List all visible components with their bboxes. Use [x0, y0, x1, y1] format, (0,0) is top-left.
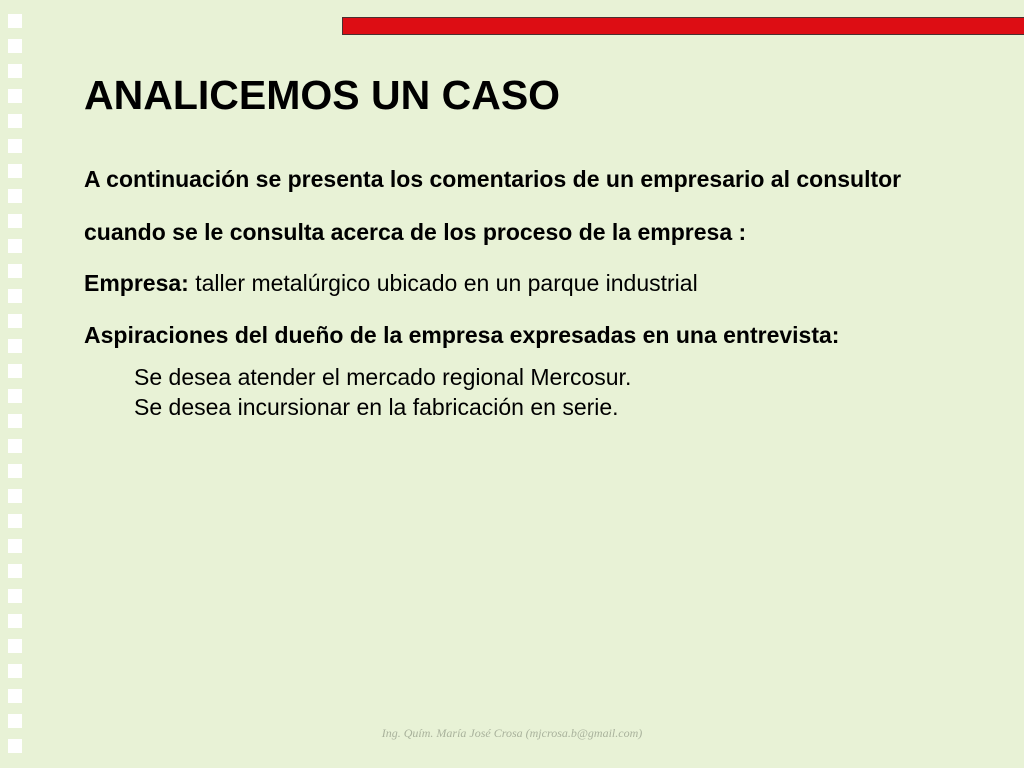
aspiraciones-heading: Aspiraciones del dueño de la empresa expresadas en una entrevista: [84, 322, 840, 348]
empresa-line [84, 270, 698, 297]
strip-square [8, 414, 22, 428]
intro-line-1: A continuación se presenta los comentarios de un empresario al consultor [84, 166, 902, 192]
strip-square [8, 264, 22, 278]
strip-square [8, 539, 22, 553]
aspiracion-item: Se desea atender el mercado regional Mercosur. [134, 364, 632, 390]
strip-square [8, 114, 22, 128]
intro-line-2: cuando se le consulta acerca de los proceso de la empresa : [84, 219, 747, 245]
strip-square [8, 614, 22, 628]
strip-square [8, 64, 22, 78]
strip-square [8, 164, 22, 178]
strip-square [8, 464, 22, 478]
strip-square [8, 314, 22, 328]
strip-square [8, 39, 22, 53]
strip-square [8, 339, 22, 353]
accent-bar [342, 17, 1024, 35]
strip-square [8, 639, 22, 653]
strip-square [8, 189, 22, 203]
slide-title: ANALICEMOS UN CASO [84, 72, 561, 118]
footer-credit: Ing. Quím. María José Crosa (mjcrosa.b@gmail.com) [381, 726, 643, 740]
strip-square [8, 489, 22, 503]
strip-square [8, 239, 22, 253]
strip-square [8, 664, 22, 678]
strip-square [8, 589, 22, 603]
strip-square [8, 139, 22, 153]
strip-square [8, 514, 22, 528]
decorative-square-strip [8, 14, 22, 754]
strip-square [8, 389, 22, 403]
aspiracion-item: Se desea incursionar en la fabricación en serie. [134, 394, 619, 420]
empresa-value: taller metalúrgico ubicado en un parque industrial [188, 270, 698, 296]
strip-square [8, 739, 22, 753]
strip-square [8, 14, 22, 28]
strip-square [8, 439, 22, 453]
strip-square [8, 289, 22, 303]
strip-square [8, 689, 22, 703]
strip-square [8, 214, 22, 228]
empresa-label: Empresa: [84, 270, 189, 296]
strip-square [8, 364, 22, 378]
strip-square [8, 89, 22, 103]
strip-square [8, 564, 22, 578]
